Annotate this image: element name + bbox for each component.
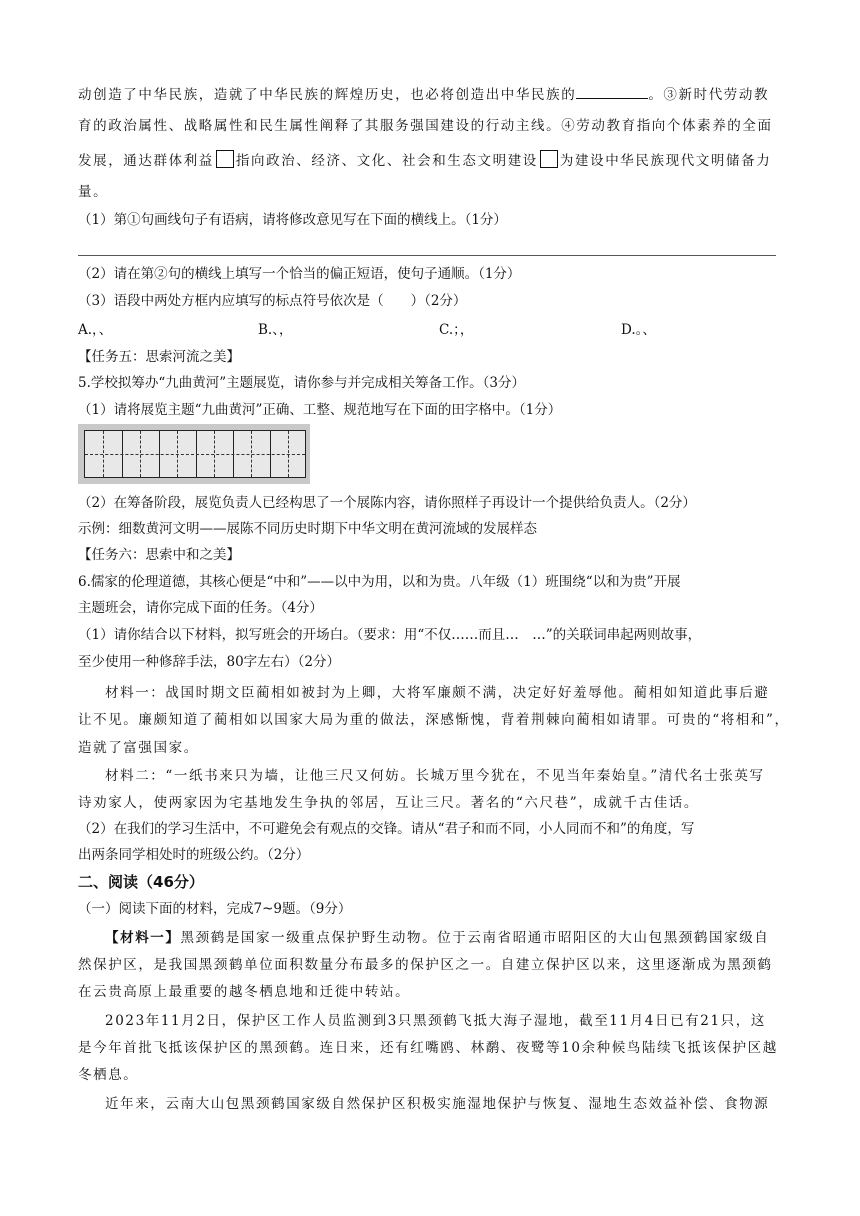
- answer-line[interactable]: [78, 255, 776, 256]
- passage-text: 发展，通达群体利益: [78, 153, 214, 169]
- task6-sub1-line1: （1）请你结合以下材料，拟写班会的开场白。（要求：用“不仅……而且… …”的关联词串起两则故事，: [78, 627, 702, 643]
- fill-blank[interactable]: [576, 86, 648, 99]
- grid-dashed-vertical: [288, 431, 289, 477]
- passage-text: 为建设中华民族现代文明储备力: [559, 153, 772, 169]
- task5-example: 示例：细数黄河文明——展陈不同历史时期下中华文明在黄河流域的发展样态: [78, 521, 537, 537]
- task6-sub1-line2: 至少使用一种修辞手法，80字左右）（2分）: [78, 654, 341, 670]
- reading-para2-line1: 2023年11月2日，保护区工作人员监测到3只黑颈鹤飞抵大海子湿地，截至11月4日已有21只，这: [105, 1013, 766, 1029]
- material-text: 黑颈鹤是国家一级重点保护野生动物。位于云南省昭通市昭阳区的大山包黑颈鹤国家级自: [180, 930, 770, 946]
- reading-para2-line2: 是今年首批飞抵该保护区的黑颈鹤。连日来，还有红嘴鸥、林鹬、夜鹭等10余种候鸟陆续飞抵该保护区越: [78, 1040, 778, 1056]
- task6-sub2-line1: （2）在我们的学习生活中，不可避免会有观点的交锋。请从“君子和而不同，小人同而不和”的角度，写: [78, 821, 695, 837]
- question-3: （3）语段中两处方框内应填写的标点符号依次是（ ）（2分）: [78, 293, 467, 309]
- passage-line-1: [78, 86, 769, 104]
- reading-material1-line2: 然保护区，是我国黑颈鹤单位面积数量分布最多的保护区之一。自建立保护区以来，这里逐渐成为黑颈鹤: [78, 957, 773, 973]
- reading-intro: （一）阅读下面的材料，完成7~9题。（9分）: [78, 901, 352, 917]
- material1-line1: 材料一：战国时期文臣蔺相如被封为上卿，大将军廉颇不满，决定好好羞辱他。蔺相如知道此事后避: [105, 685, 770, 701]
- passage-line-2: 育的政治属性、战略属性和民生属性阐释了其服务强国建设的行动主线。④劳动教育指向个体素养的全面: [78, 118, 773, 134]
- reading-para2-line3: 冬栖息。: [78, 1067, 139, 1083]
- passage-line-4: 量。: [78, 184, 109, 200]
- tianzi-grid[interactable]: [78, 424, 310, 484]
- material2-line1: 材料二：“一纸书来只为墙，让他三尺又何妨。长城万里今犹在，不见当年秦始皇。”清代名士张英写: [105, 768, 765, 784]
- grid-dashed-horizontal: [85, 454, 305, 455]
- tianzi-grid-frame: [84, 430, 306, 478]
- grid-dashed-vertical: [177, 431, 178, 477]
- material-label: 【材料一】: [105, 930, 181, 946]
- option-b[interactable]: B.、，: [258, 322, 293, 338]
- grid-dashed-vertical: [103, 431, 104, 477]
- task5-heading: 【任务五：思索河流之美】: [78, 349, 240, 365]
- task5-sub1: （1）请将展览主题“九曲黄河”正确、工整、规范地写在下面的田字格中。（1分）: [78, 402, 562, 418]
- reading-material1-line3: 在云贵高原上最重要的越冬栖息地和迁徙中转站。: [78, 984, 411, 1000]
- question-1: （1）第①句画线句子有语病，请将修改意见写在下面的横线上。（1分）: [78, 212, 507, 228]
- punctuation-box[interactable]: [216, 150, 234, 168]
- option-d[interactable]: D.。、: [621, 322, 656, 338]
- grid-dashed-vertical: [251, 431, 252, 477]
- grid-dashed-vertical: [214, 431, 215, 477]
- task6-question-line1: 6.儒家的伦理道德，其核心便是“中和”——以中为用，以和为贵。八年级（1）班围绕“以和为贵”开展: [78, 574, 681, 590]
- material1-line2: 让不见。廉颇知道了蔺相如以国家大局为重的做法，深感惭愧，背着荆棘向蔺相如请罪。可贵的“将相和”，: [78, 712, 790, 728]
- option-a[interactable]: A.，、: [78, 322, 113, 338]
- punctuation-box[interactable]: [540, 150, 558, 168]
- question-2: （2）请在第②句的横线上填写一个恰当的偏正短语，使句子通顺。（1分）: [78, 266, 521, 282]
- passage-text: 动创造了中华民族，造就了中华民族的辉煌历史，也必将创造出中华民族的: [78, 87, 577, 103]
- task6-heading: 【任务六：思索中和之美】: [78, 547, 240, 563]
- reading-para3-line1: 近年来，云南大山包黑颈鹤国家级自然保护区积极实施湿地保护与恢复、湿地生态效益补偿、食物源: [105, 1096, 770, 1112]
- task6-sub2-line2: 出两条同学相处时的班级公约。（2分）: [78, 847, 310, 863]
- option-c[interactable]: C.；，: [439, 322, 474, 338]
- passage-line-3: [78, 150, 771, 170]
- grid-dashed-vertical: [140, 431, 141, 477]
- task5-question: 5.学校拟筹办“九曲黄河”主题展览，请你参与并完成相关筹备工作。（3分）: [78, 375, 526, 391]
- reading-material1-line1: [105, 929, 769, 947]
- section-reading-heading: 二、阅读（46分）: [78, 873, 204, 891]
- passage-text: 。③新时代劳动教: [648, 87, 770, 103]
- material1-line3: 造就了富强国家。: [78, 740, 199, 756]
- task5-sub2: （2）在筹备阶段，展览负责人已经构思了一个展陈内容，请你照样子再设计一个提供给负责人。（2分）: [78, 495, 696, 511]
- passage-text: 指向政治、经济、文化、社会和生态文明建设: [235, 153, 538, 169]
- material2-line2: 诗劝家人，使两家因为宅基地发生争执的邻居，互让三尺。著名的“六尺巷”，成就千古佳话。: [78, 795, 700, 811]
- task6-question-line2: 主题班会，请你完成下面的任务。（4分）: [78, 600, 323, 616]
